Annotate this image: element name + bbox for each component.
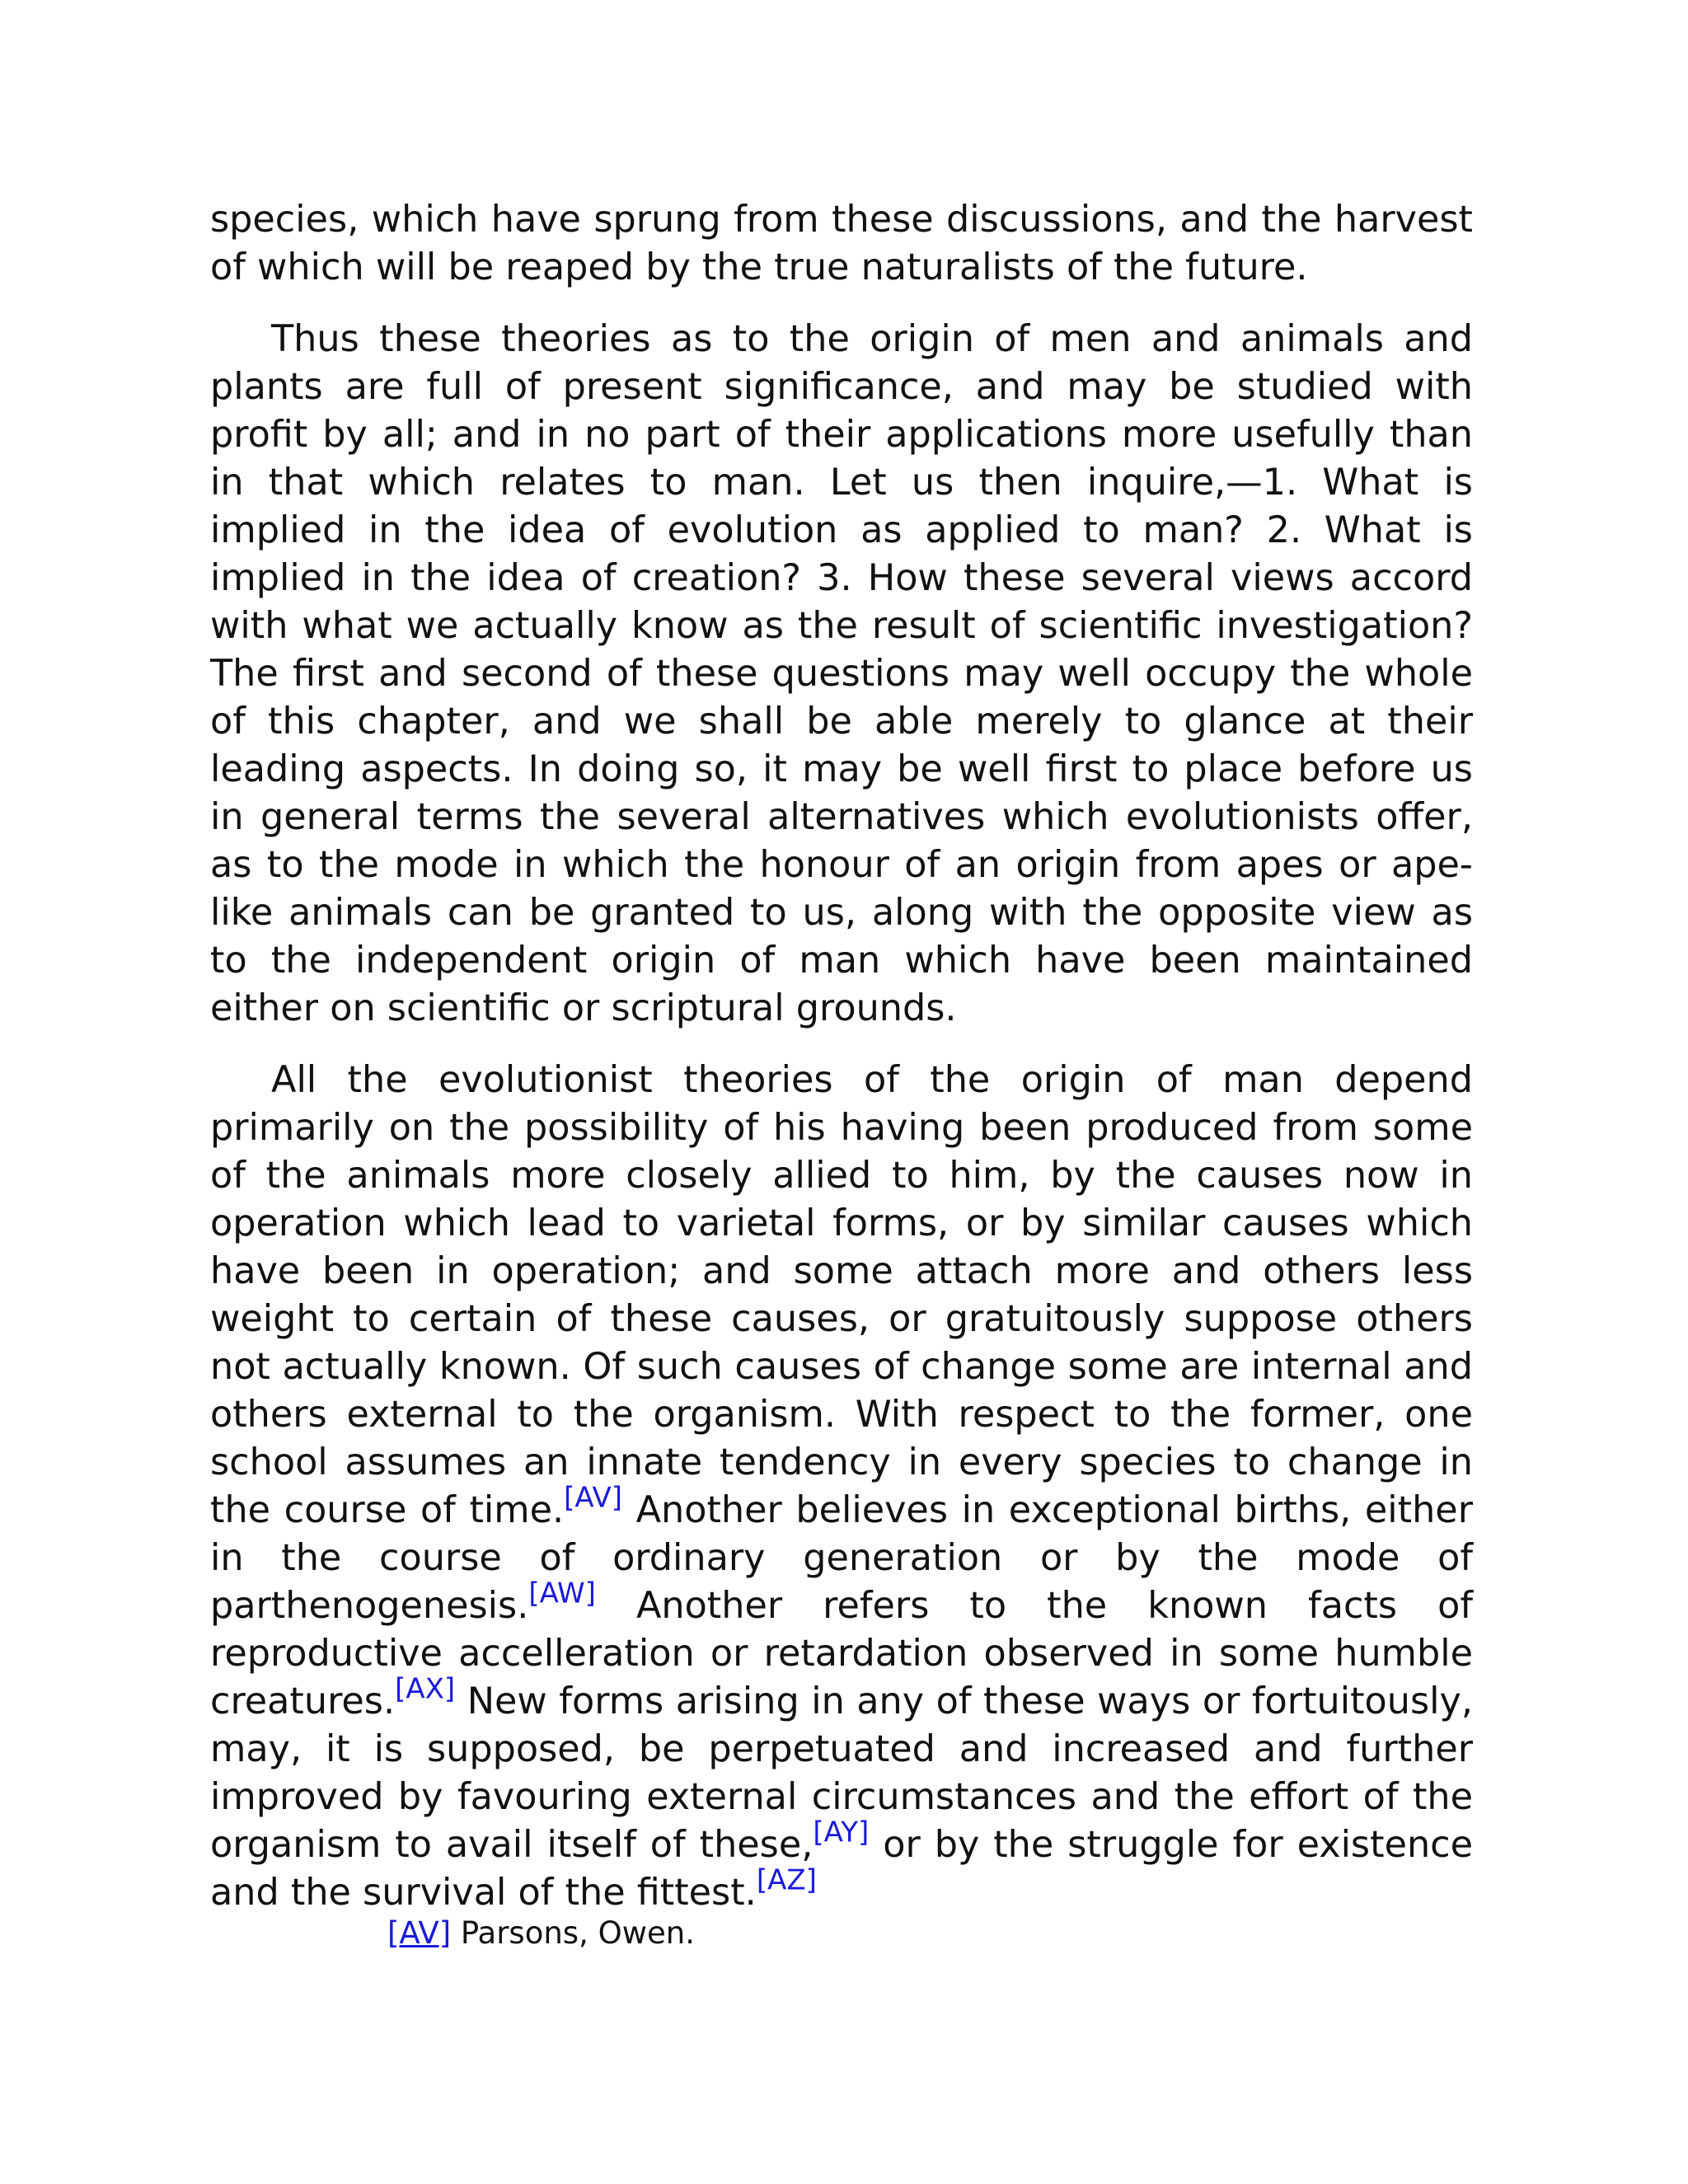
paragraph-text: or by the struggle for existence and the survival of the fittest. <box>210 1824 1473 1914</box>
footnote-ref-aw[interactable]: [AW] <box>528 1577 596 1610</box>
paragraph-text: species, which have sprung from these discussions, and the harvest of which will be reaped by the true naturalists of the future. <box>210 199 1473 288</box>
paragraph-text: Another refers to the known facts of reproductive accelleration or retardation observed in some humble creatures. <box>210 1585 1473 1722</box>
footnote-ref-av[interactable]: [AV] <box>564 1481 622 1515</box>
footnote-ref-ax[interactable]: [AX] <box>395 1672 456 1706</box>
paragraph-text: New forms arising in any of these ways or fortuitously, may, it is supposed, be perpetuated and increased and further improved by favouring external circumstances and the effort of the organism to avail itself of these, <box>210 1680 1473 1866</box>
page-body <box>210 196 1473 1941</box>
paragraph-3 <box>210 1057 1473 1917</box>
footnote-backlink[interactable]: [AV] <box>387 1915 452 1951</box>
paragraph-2 <box>210 316 1473 1033</box>
footnote-ref-az[interactable]: [AZ] <box>756 1863 817 1897</box>
footnote-av <box>387 1912 695 1955</box>
paragraph-text: Another believes in exceptional births, either in the course of ordinary generation or by the mode of parthenogenesis. <box>210 1489 1473 1627</box>
paragraph-text: All the evolutionist theories of the origin of man depend primarily on the possibility of his having been produced from some of the animals more closely allied to him, by the causes now in operation which lead to varietal forms, or by similar causes which have been in operation; and some attach more and others less weight to certain of these causes, or gratuitously suppose others not actually known. Of such causes of change some are internal and others external to the organism. With respect to the former, one school assumes an innate tendency in every species to change in the course of time. <box>210 1059 1473 1531</box>
footnote-ref-ay[interactable]: [AY] <box>813 1816 870 1849</box>
footnote-text: Parsons, Owen. <box>451 1915 695 1951</box>
paragraph-1 <box>210 196 1473 292</box>
paragraph-text: Thus these theories as to the origin of men and animals and plants are full of present significance, and may be studied with profit by all; and in no part of their applications more usefully than in that which relates to man. Let us then inquire,—1. What is implied in the idea of evolution as applied to man? 2. What is implied in the idea of creation? 3. How these several views accord with what we actually know as the result of scientific investigation? The first and second of these questions may well occupy the whole of this chapter, and we shall be able merely to glance at their leading aspects. In doing so, it may be well first to place before us in general terms the several alternatives which evolutionists offer, as to the mode in which the honour of an origin from apes or ape-like animals can be granted to us, along with the opposite view as to the independent origin of man which have been maintained either on scientific or scriptural grounds. <box>210 318 1473 1029</box>
